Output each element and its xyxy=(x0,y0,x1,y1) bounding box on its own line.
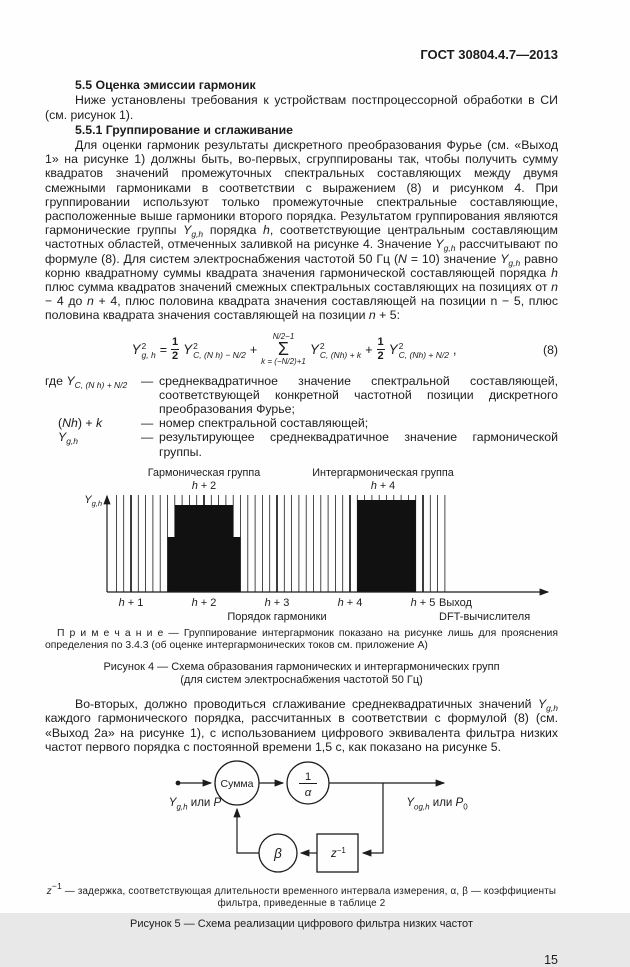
comma: , xyxy=(452,342,457,357)
output-signal-label: $Y_{og,h}$ или $P_0$ xyxy=(406,796,468,812)
formula-8 xyxy=(45,333,558,367)
input-signal-label: $Y_{g,h}$ или P xyxy=(168,796,222,812)
y-axis-label: $Y_{g,h}$ xyxy=(84,493,102,508)
equals-sign: = xyxy=(159,342,168,357)
figure-4-note: П р и м е ч а н и е — Группирование интергармоник показано на рисунке лишь для прояснения определения по 3.4.3 (об оценке интергармонических токов см. приложение А) xyxy=(45,627,558,652)
summation: N/2−1 Σ k = (−N/2)+1 xyxy=(261,331,306,367)
equation-number: (8) xyxy=(542,342,558,357)
tick-h4: h + 4 xyxy=(337,596,363,609)
definition-desc: номер спектральной составляющей; xyxy=(159,416,369,431)
definition-term: (Nh) + k xyxy=(58,416,103,431)
page-number: 15 xyxy=(544,953,558,967)
figure-4-caption: Рисунок 4 — Схема образования гармонических и интергармонических групп (для систем электроснабжения частотой 50 Гц) xyxy=(103,660,500,686)
figure-5-diagram xyxy=(45,757,560,882)
section-5-5-1-heading: 5.5.1 Группирование и сглаживание xyxy=(75,122,293,137)
definition-term: где $Y_{C, (N h) + N/2}$ xyxy=(45,373,128,390)
group2-title: Интергармоническая группа xyxy=(312,466,454,479)
formula-8-body xyxy=(45,333,543,367)
definition-row xyxy=(45,430,558,458)
one-half-fraction-2: $\frac{1}{2}$ xyxy=(377,336,384,363)
delay-label: $z^{-1}$ xyxy=(331,845,346,860)
definition-term: $Y_{g,h}$ xyxy=(58,430,79,447)
harmonic-group-fill xyxy=(168,505,241,592)
gain-numerator: 1 xyxy=(304,770,312,783)
section-5-5-heading: 5.5 Оценка эмиссии гармоник xyxy=(75,78,256,93)
doc-number: ГОСТ 30804.4.7—2013 xyxy=(420,47,558,62)
x-axis-title: Порядок гармоники xyxy=(227,610,327,623)
formula-lhs: Y 2 g, h xyxy=(131,340,156,360)
sum-label: Сумма xyxy=(220,777,254,790)
definitions-list xyxy=(45,374,558,459)
figure-5-footnote: $z^{-1}$ — задержка, соответствующая длительности временного интервала измерения, α, β — коэффициенты фильтра, приведенные в таблице 2 xyxy=(46,880,557,910)
definition-dash: — xyxy=(141,416,154,431)
paragraph-grouping: Для оценки гармоник результаты дискретного преобразования Фурье (см. «Выход 1» на рисунке 1) должны быть, во-первых, сгруппированы так, чтобы получить сумму квадратов значений промежуточных спектральных составляющих между двумя смежными гармониками в соответствии с выражением (8) и рисунком 4. При группировании используют только промежуточные спектральные составляющие, расположенные выше гармоники второго порядка. Результатом группирования являются гармонические группы $Y_{g,h}$ порядка h, соответствующие центральным составляющим частотных областей, отмеченных заливкой на рисунке 4. Значение $Y_{g,h}$ рассчитывают по формуле (8). Для систем электроснабжения частотой 50 Гц (N = 10) значение $Y_{g,h}$ равно корню квадратному суммы квадрата значения гармонической составляющей порядка h плюс сумма квадратов значений смежных спектральных составляющих на позициях от n − 4 до n + 4, плюс половина квадрата значения составляющей на позиции n − 5, плюс половина квадрата значения составляющей на позиции n + 5: xyxy=(45,138,559,323)
plus-sign: + xyxy=(249,342,258,357)
definition-dash: — xyxy=(141,373,154,388)
group1-title: Гармоническая группа xyxy=(147,466,261,479)
beta-label: β xyxy=(274,845,282,861)
tick-h3: h + 3 xyxy=(264,596,290,609)
definition-desc: среднеквадратичное значение спектральной составляющей, соответствующей конкретной частотной позиции дискретного преобразования Фурье; xyxy=(159,373,558,417)
definition-desc: результирующее среднеквадратичное значение гармонической группы. xyxy=(159,430,558,459)
definition-dash: — xyxy=(141,430,154,445)
plus-sign-2: + xyxy=(365,342,373,357)
paragraph-intro: Ниже установлены требования к устройствам постпроцессорной обработки в СИ (см. рисунок 1). xyxy=(45,93,558,122)
dft-output-label-1: Выход xyxy=(439,596,472,609)
formula-term-2: Y 2 C, (Nh) + k xyxy=(309,340,362,360)
tick-h5: h + 5 xyxy=(410,596,436,609)
tick-h1: h + 1 xyxy=(118,596,144,609)
group1-order: h + 2 xyxy=(191,479,217,492)
paragraph-smoothing: Во-вторых, должно проводиться сглаживание среднеквадратичных значений $Y_{g,h}$ каждого гармонического порядка, рассчитанных в соответствии с формулой (8) (см. «Выход 2а» на рисунке 1), с использованием цифрового эквивалента фильтра низких частот первого порядка с постоянной времени 1,5 с, как показано на рисунке 5. xyxy=(45,697,558,754)
group2-order: h + 4 xyxy=(370,479,396,492)
definition-row xyxy=(45,374,558,417)
input-node-dot xyxy=(176,781,181,786)
interharmonic-group-fill xyxy=(357,500,415,592)
gain-denominator: α xyxy=(304,786,312,799)
definition-row xyxy=(45,416,558,430)
figure-5-caption: Рисунок 5 — Схема реализации цифрового фильтра низких частот xyxy=(130,917,473,930)
formula-term-1: Y 2 C, (N h) − N/2 xyxy=(183,340,246,360)
formula-term-3: Y 2 C, (Nh) + N/2 xyxy=(388,340,449,360)
figure-4-diagram xyxy=(45,465,560,623)
dft-output-label-2: DFT-вычислителя xyxy=(439,610,531,623)
tick-h2: h + 2 xyxy=(191,596,217,609)
one-half-fraction: $\frac{1}{2}$ xyxy=(172,336,179,363)
